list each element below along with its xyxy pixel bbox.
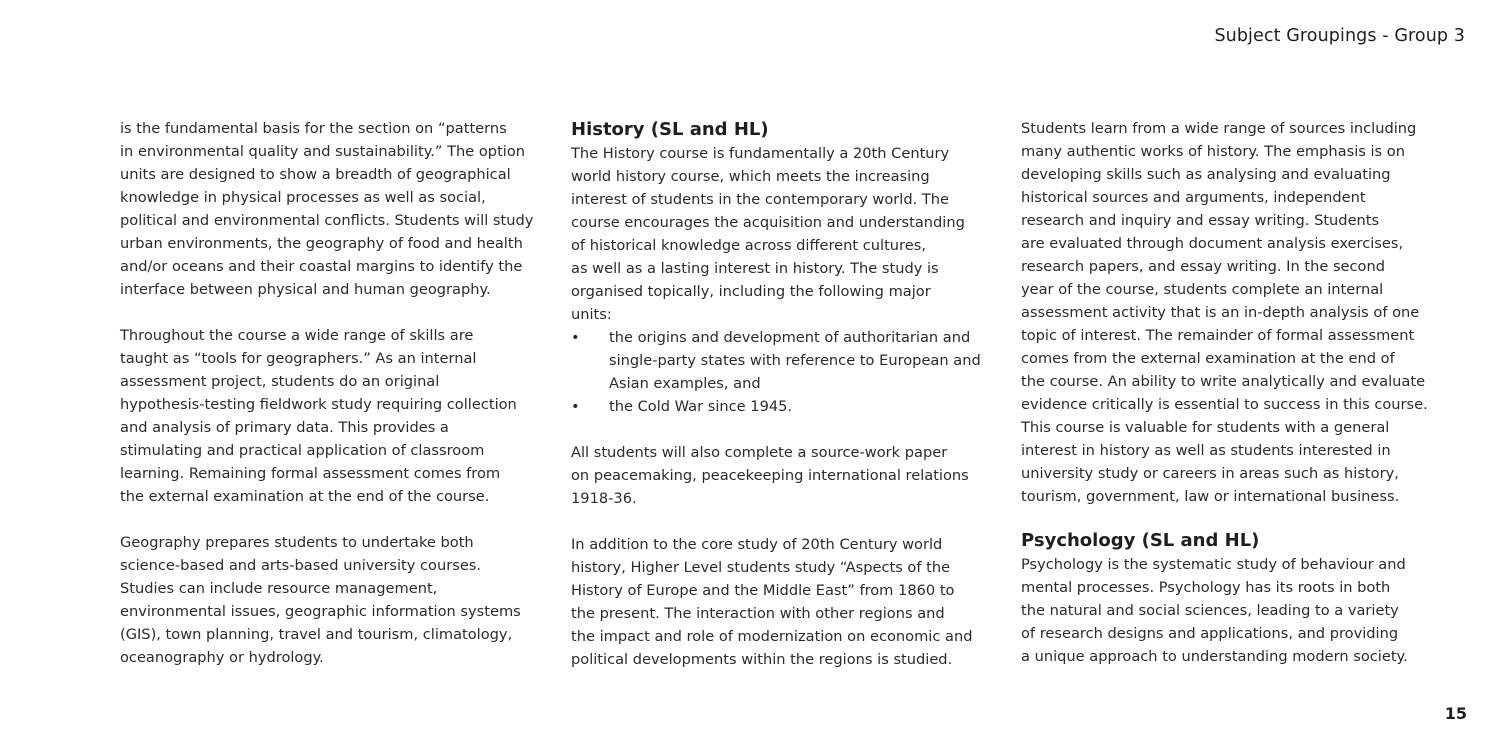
text-line: course encourages the acquisition and understanding	[571, 214, 965, 231]
history-paragraph-1	[571, 142, 981, 326]
text-line: in environmental quality and sustainability.” The option	[120, 143, 526, 160]
text-line: taught as “tools for geographers.” As an internal	[120, 350, 477, 367]
text-line: science-based and arts-based university courses.	[120, 557, 482, 574]
text-line: the impact and role of modernization on economic and	[571, 628, 973, 645]
text-line: units:	[571, 306, 612, 323]
psychology-heading: Psychology (SL and HL)	[1021, 530, 1260, 551]
text-line: The History course is fundamentally a 20th Century	[571, 145, 950, 162]
text-line: year of the course, students complete an internal	[1021, 281, 1384, 298]
text-line: stimulating and practical application of classroom	[120, 442, 485, 459]
text-line: developing skills such as analysing and evaluating	[1021, 166, 1391, 183]
history-paragraph-2	[571, 441, 981, 510]
text-line: tourism, government, law or international business.	[1021, 488, 1400, 505]
text-line: interface between physical and human geography.	[120, 281, 491, 298]
text-line: the origins and development of authoritarian and	[609, 329, 971, 346]
text-line: In addition to the core study of 20th Century world	[571, 536, 943, 553]
text-line: historical sources and arguments, independent	[1021, 189, 1366, 206]
column-history-psychology	[1021, 117, 1431, 668]
text-line: political developments within the regions is studied.	[571, 651, 953, 668]
text-line: many authentic works of history. The emphasis is on	[1021, 143, 1405, 160]
page-header-title: Subject Groupings - Group 3	[1214, 26, 1465, 46]
text-line: evidence critically is essential to success in this course.	[1021, 396, 1428, 413]
history-units-list	[571, 326, 981, 418]
text-line: Studies can include resource management,	[120, 580, 438, 597]
history-heading: History (SL and HL)	[571, 119, 769, 140]
text-line: political and environmental conflicts. Students will study	[120, 212, 534, 229]
text-line: the external examination at the end of the course.	[120, 488, 490, 505]
text-line: interest in history as well as students interested in	[1021, 442, 1391, 459]
text-line: assessment project, students do an original	[120, 373, 440, 390]
text-line: 1918-36.	[571, 490, 637, 507]
text-line: hypothesis-testing fieldwork study requiring collection	[120, 396, 517, 413]
column-geography-continued	[120, 117, 534, 669]
text-line: on peacemaking, peacekeeping international relations	[571, 467, 969, 484]
text-line: organised topically, including the following major	[571, 283, 931, 300]
text-line: the present. The interaction with other regions and	[571, 605, 945, 622]
text-line: university study or careers in areas such as history,	[1021, 465, 1399, 482]
text-line: topic of interest. The remainder of formal assessment	[1021, 327, 1415, 344]
geography-paragraph-1	[120, 117, 534, 301]
text-line: are evaluated through document analysis exercises,	[1021, 235, 1404, 252]
text-line: All students will also complete a source-work paper	[571, 444, 948, 461]
text-line: oceanography or hydrology.	[120, 649, 324, 666]
text-line: a unique approach to understanding modern society.	[1021, 648, 1408, 665]
geography-paragraph-3	[120, 531, 525, 669]
text-line: assessment activity that is an in-depth analysis of one	[1021, 304, 1420, 321]
text-line: Throughout the course a wide range of skills are	[120, 327, 474, 344]
text-line: environmental issues, geographic information systems	[120, 603, 521, 620]
list-item	[571, 395, 981, 418]
text-line: single-party states with reference to European and	[609, 352, 981, 369]
text-line: Geography prepares students to undertake both	[120, 534, 474, 551]
text-line: History of Europe and the Middle East” from 1860 to	[571, 582, 955, 599]
history-paragraph-3	[571, 533, 981, 671]
text-line: units are designed to show a breadth of geographical	[120, 166, 511, 183]
text-line: comes from the external examination at the end of	[1021, 350, 1395, 367]
text-line: mental processes. Psychology has its roots in both	[1021, 579, 1391, 596]
text-line: knowledge in physical processes as well as social,	[120, 189, 486, 206]
psychology-paragraph	[1021, 553, 1431, 668]
list-item	[571, 326, 981, 349]
text-line: Students learn from a wide range of sources including	[1021, 120, 1417, 137]
text-line: world history course, which meets the increasing	[571, 168, 930, 185]
text-line: the natural and social sciences, leading to a variety	[1021, 602, 1399, 619]
text-line: learning. Remaining formal assessment comes from	[120, 465, 501, 482]
text-line: Psychology is the systematic study of behaviour and	[1021, 556, 1406, 573]
bullet-icon: •	[571, 329, 580, 346]
text-line: of historical knowledge across different cultures,	[571, 237, 926, 254]
text-line: history, Higher Level students study “Aspects of the	[571, 559, 951, 576]
page-number: 15	[1444, 704, 1467, 723]
text-line: Asian examples, and	[609, 375, 761, 392]
text-line: interest of students in the contemporary world. The	[571, 191, 950, 208]
text-line: This course is valuable for students with a general	[1021, 419, 1390, 436]
text-line: and analysis of primary data. This provides a	[120, 419, 449, 436]
text-line: the course. An ability to write analytically and evaluate	[1021, 373, 1426, 390]
text-line: the Cold War since 1945.	[609, 398, 793, 415]
text-line: of research designs and applications, and providing	[1021, 625, 1399, 642]
text-line: research papers, and essay writing. In the second	[1021, 258, 1385, 275]
text-line: research and inquiry and essay writing. Students	[1021, 212, 1380, 229]
text-line: urban environments, the geography of food and health	[120, 235, 523, 252]
history-paragraph-4	[1021, 117, 1431, 508]
column-history	[571, 117, 981, 671]
bullet-icon: •	[571, 398, 580, 415]
text-line: as well as a lasting interest in history. The study is	[571, 260, 939, 277]
text-line: (GIS), town planning, travel and tourism, climatology,	[120, 626, 513, 643]
text-line: is the fundamental basis for the section on “patterns	[120, 120, 507, 137]
geography-paragraph-2	[120, 324, 525, 508]
text-line: and/or oceans and their coastal margins to identify the	[120, 258, 523, 275]
